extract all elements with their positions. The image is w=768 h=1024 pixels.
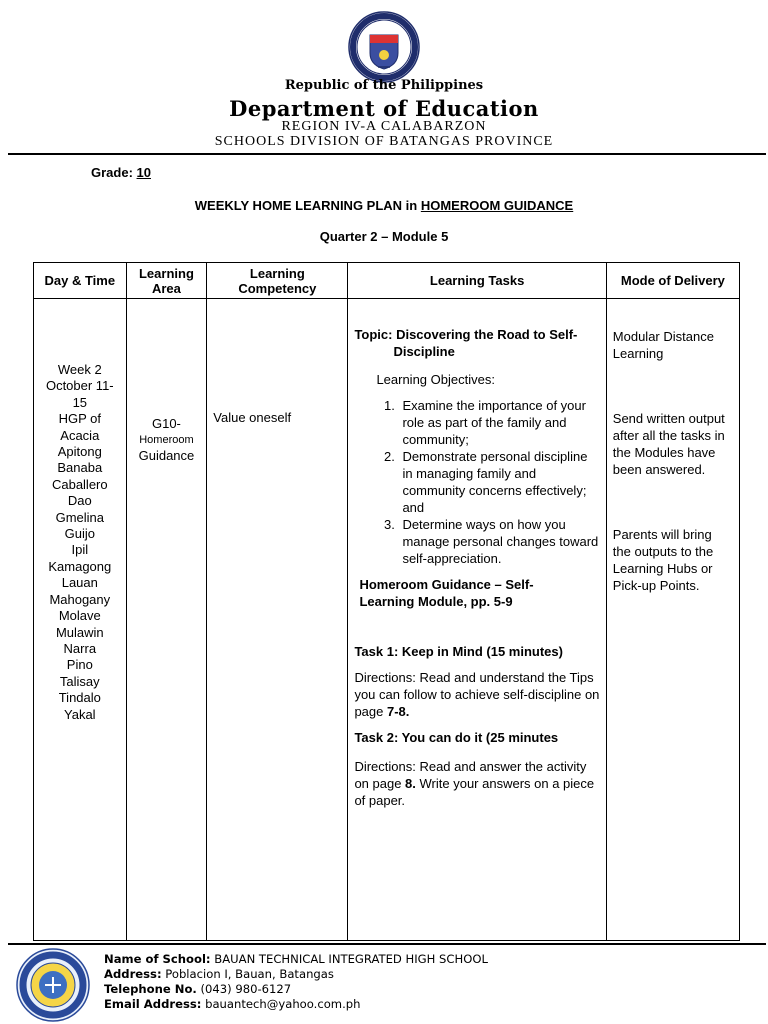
task2-title: : You can do it (25 minutes <box>393 730 559 745</box>
table-row <box>34 299 740 941</box>
header-day-time: Day & Time <box>34 263 127 299</box>
division-heading: SCHOOLS DIVISION OF BATANGAS PROVINCE <box>214 134 554 149</box>
area-line3: Guidance <box>138 448 195 463</box>
day-time-line: Banaba <box>57 460 103 476</box>
footer-phone <box>104 982 488 997</box>
deped-seal-logo <box>348 11 420 83</box>
footer-address-label: Address: <box>104 967 162 981</box>
region-heading: REGION IV-A CALABARZON <box>281 119 487 134</box>
school-seal-logo <box>16 948 90 1022</box>
day-time-line: Yakal <box>64 706 96 722</box>
mode-delivery-cell <box>606 299 739 941</box>
header-comp-line1: Learning <box>249 265 305 281</box>
day-time-cell <box>34 299 127 941</box>
list-item: 3. Determine ways on how you manage personal changes toward self-appreciation. <box>398 516 599 567</box>
learning-area-cell <box>126 299 207 941</box>
republic-heading: Republic of the Philippines <box>284 78 484 93</box>
task1-heading: Task 1: Keep in Mind (15 minutes) <box>354 644 563 659</box>
list-item: 1. Examine the importance of your role as part of the family and community; <box>398 397 599 448</box>
day-time-line: October 11- <box>45 378 114 394</box>
footer-school-name: BAUAN TECHNICAL INTEGRATED HIGH SCHOOL <box>214 952 488 966</box>
task1-directions-text: Directions: Read and understand the Tips you can follow to achieve self-discipline on page <box>354 670 600 719</box>
table-header-row <box>34 263 740 299</box>
header-area-line1: Learning <box>138 265 194 281</box>
header-learning-competency <box>207 263 348 299</box>
quarter-module: Quarter 2 – Module 5 <box>319 229 449 244</box>
day-time-line: Molave <box>58 608 101 624</box>
module-reference <box>359 576 599 610</box>
footer-address-value: Poblacion I, Bauan, Batangas <box>165 967 334 981</box>
mode-item-3: Parents will bring the outputs to the Learning Hubs or Pick-up Points. <box>612 527 714 593</box>
topic-heading <box>354 326 599 360</box>
day-time-list <box>34 362 126 723</box>
day-time-line: Mahogany <box>49 591 111 607</box>
grade-value: 10 <box>136 165 151 180</box>
task2-label: Task 2 <box>354 730 394 745</box>
footer-email-value: bauantech@yahoo.com.ph <box>205 997 361 1011</box>
plan-title-prefix: WEEKLY HOME LEARNING PLAN in <box>194 198 421 213</box>
footer-address <box>104 967 488 982</box>
mode-item-1: Modular Distance Learning <box>612 329 714 361</box>
footer-email-label: Email Address: <box>104 997 202 1011</box>
header-area-line2: Area <box>151 280 181 296</box>
footer-info <box>104 952 488 1012</box>
day-time-line: Lauan <box>61 575 98 591</box>
header-mode-delivery: Mode of Delivery <box>606 263 739 299</box>
footer-phone-label: Telephone No. <box>104 982 197 996</box>
day-time-line: Tindalo <box>58 690 101 706</box>
competency-text: Value oneself <box>213 410 292 425</box>
task2-heading <box>354 729 599 746</box>
day-time-line: Dao <box>67 493 92 509</box>
footer-email <box>104 997 488 1012</box>
task1-page-ref: 7-8. <box>386 704 410 719</box>
day-time-line: Talisay <box>59 673 100 689</box>
task1-directions <box>354 669 599 720</box>
topic-line1: Topic: Discovering the Road to Self- <box>354 327 578 342</box>
list-item: 2. Demonstrate personal discipline in managing family and community concerns effectively; and <box>398 448 599 516</box>
day-time-line: Acacia <box>60 427 100 443</box>
day-time-line: Apitong <box>57 444 102 460</box>
competency-cell <box>207 299 348 941</box>
department-heading: Department of Education <box>229 96 539 121</box>
objectives-list <box>354 397 599 567</box>
task2-directions-tail: Write your answers on a piece of paper. <box>354 776 595 808</box>
day-time-line: Caballero <box>51 476 108 492</box>
task2-directions-text: Directions: Read and answer the activity on page <box>354 759 587 791</box>
footer-school-label: Name of School: <box>104 952 211 966</box>
area-line2: Homeroom <box>139 434 194 446</box>
objectives-heading: Learning Objectives: <box>376 372 495 387</box>
header-learning-area <box>126 263 207 299</box>
area-line1: G10- <box>151 416 181 431</box>
module-line1: Homeroom Guidance – Self- <box>359 577 534 592</box>
day-time-line: Week 2 <box>57 362 102 377</box>
header-divider <box>8 153 766 155</box>
learning-tasks-content <box>348 299 605 809</box>
learning-tasks-cell <box>348 299 606 941</box>
learning-plan-table <box>33 262 740 941</box>
module-line2: Learning Module, pp. 5-9 <box>359 594 513 609</box>
footer-school <box>104 952 488 967</box>
day-time-line: HGP of <box>58 411 101 427</box>
day-time-line: 15 <box>72 394 88 410</box>
footer-divider <box>8 943 766 945</box>
grade-label: Grade: <box>91 165 133 180</box>
day-time-line: Ipil <box>71 542 89 558</box>
learning-area-text <box>127 416 207 463</box>
mode-delivery-content <box>607 299 739 594</box>
mode-item-2: Send written output after all the tasks in the Modules have been answered. <box>612 411 725 477</box>
day-time-line: Guijo <box>64 526 95 542</box>
plan-title <box>0 198 768 213</box>
task2-page-ref: 8. <box>405 776 416 791</box>
header-comp-line2: Competency <box>238 280 317 296</box>
day-time-line: Narra <box>63 640 97 656</box>
day-time-line: Pino <box>66 657 93 673</box>
task2-directions <box>354 758 599 809</box>
topic-line2: Discipline <box>393 344 455 359</box>
day-time-line: Gmelina <box>55 509 105 525</box>
header-learning-tasks: Learning Tasks <box>348 263 606 299</box>
day-time-line: Kamagong <box>48 558 112 574</box>
grade-line <box>91 165 151 180</box>
plan-title-subject: HOMEROOM GUIDANCE <box>420 198 574 213</box>
footer-phone-value: (043) 980-6127 <box>200 982 292 996</box>
day-time-line: Mulawin <box>55 624 104 640</box>
